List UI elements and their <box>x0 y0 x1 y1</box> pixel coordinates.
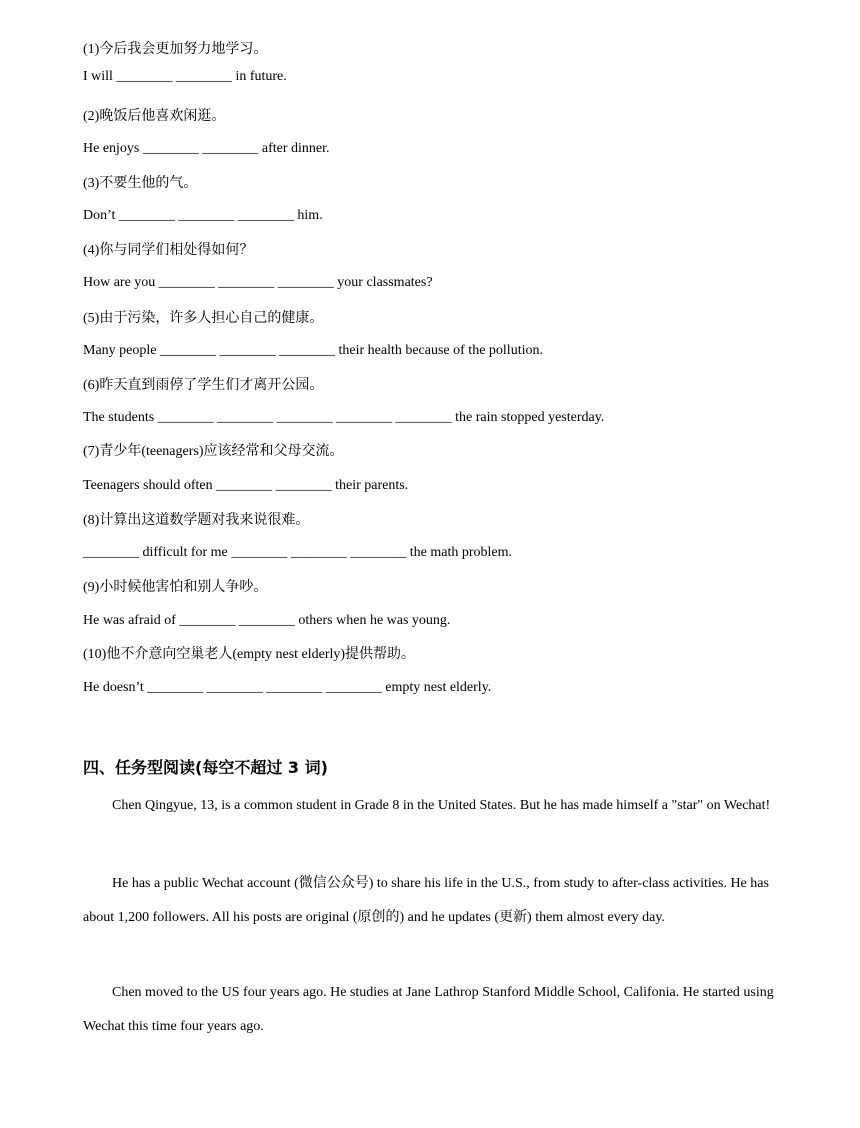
passage-paragraph-3: Chen moved to the US four years ago. He studies at Jane Lathrop Stanford Middle School, Califonia. He started using Wechat this time four years ago. <box>83 985 774 1034</box>
exercise-3-chinese: (3)不要生他的气。 <box>83 176 198 191</box>
exercise-8-english: ________ difficult for me ________ ________ ________ the math problem. <box>83 545 513 560</box>
section-heading: 四、任务型阅读(每空不超过 3 词) <box>83 758 328 777</box>
exercise-7-english: Teenagers should often ________ ________ their parents. <box>83 478 409 493</box>
exercise-9-chinese: (9)小时候他害怕和别人争吵。 <box>83 580 268 595</box>
exercise-3-english: Don’t ________ ________ ________ him. <box>83 208 323 223</box>
passage-paragraph-1: Chen Qingyue, 13, is a common student in Grade 8 in the United States. But he has made himself a "star" on Wechat! <box>112 798 771 813</box>
passage-paragraph-2: He has a public Wechat account (微信公众号) to share his life in the U.S., from study to after-class activities. He has about 1,200 followers. All his posts are original (原创的) and he updates (更新) them almost every day. <box>83 876 769 925</box>
exercise-9-english: He was afraid of ________ ________ others when he was young. <box>83 613 451 628</box>
exercise-6-chinese: (6)昨天直到雨停了学生们才离开公园。 <box>83 378 324 393</box>
exercise-2-chinese: (2)晚饭后他喜欢闲逛。 <box>83 109 226 124</box>
exercise-6-english: The students ________ ________ ________ ________ ________ the rain stopped yesterday. <box>83 410 605 425</box>
exercise-10-chinese: (10)他不介意向空巢老人(empty nest elderly)提供帮助。 <box>83 647 416 662</box>
exercise-2-english: He enjoys ________ ________ after dinner. <box>83 141 330 156</box>
exercise-1-chinese: (1)今后我会更加努力地学习。 <box>83 42 268 57</box>
exercise-10-english: He doesn’t ________ ________ ________ ________ empty nest elderly. <box>83 680 492 695</box>
exercise-4-english: How are you ________ ________ ________ your classmates? <box>83 275 433 290</box>
exercise-1-english: I will ________ ________ in future. <box>83 69 287 84</box>
exercise-4-chinese: (4)你与同学们相处得如何？ <box>83 243 254 258</box>
exercise-5-english: Many people ________ ________ ________ their health because of the pollution. <box>83 343 543 358</box>
exercise-5-chinese: (5)由于污染，许多人担心自己的健康。 <box>83 311 324 326</box>
exercise-7-chinese: (7)青少年(teenagers)应该经常和父母交流。 <box>83 444 344 459</box>
exercise-8-chinese: (8)计算出这道数学题对我来说很难。 <box>83 513 310 528</box>
